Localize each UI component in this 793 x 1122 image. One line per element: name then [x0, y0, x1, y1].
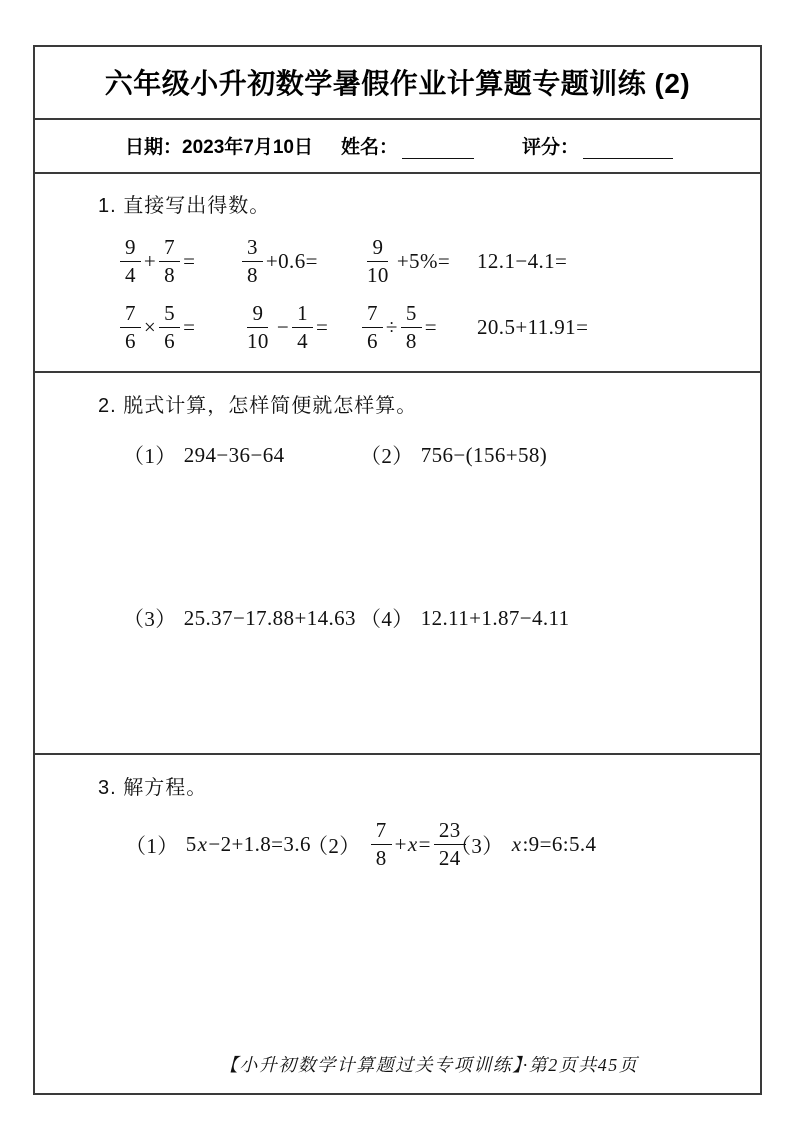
problem-expression: x :9=6:5.4: [511, 832, 597, 857]
fraction: $\frac{3}{8}$: [242, 236, 263, 287]
problem-label: （3）: [123, 607, 177, 632]
section-stepwise-calculation: [35, 371, 760, 752]
problem-expression: 12.11+1.87−4.11: [420, 605, 570, 630]
problem-label: （2）: [360, 444, 414, 469]
fraction: $\frac{9}{10}$: [247, 301, 269, 354]
math-problem: $\frac{7}{6}$ ÷ $\frac{5}{8}$ =: [359, 302, 477, 353]
score-blank: [583, 138, 673, 159]
section-direct-computation: [35, 172, 760, 372]
score-label: 评分：: [521, 137, 579, 159]
section2-heading: 2. 脱式计算，怎样简便就怎样算。: [98, 395, 418, 418]
fraction: $\frac{7}{8}$: [159, 236, 180, 287]
math-problem: 20.5+11.91=: [477, 315, 589, 340]
section3-row: [125, 816, 760, 874]
math-problem: [360, 603, 760, 633]
math-problem: [123, 440, 360, 470]
fraction: $\frac{5}{6}$: [159, 302, 180, 353]
problem-label: （2）: [307, 833, 361, 858]
fraction: $\frac{23}{24}$: [434, 819, 466, 870]
math-problem: 12.1−4.1=: [477, 249, 568, 274]
problem-expression: 25.37−17.88+14.63: [183, 605, 356, 630]
math-problem: $\frac{7}{6}$ × $\frac{5}{6}$ =: [117, 302, 239, 353]
worksheet-page: [33, 45, 762, 1095]
name-label: 姓名：: [340, 137, 398, 159]
problem-label: （1）: [125, 833, 179, 858]
math-problem: [450, 830, 596, 860]
problem-label: （1）: [123, 444, 177, 469]
section1-row2: [117, 301, 760, 355]
math-problem: [307, 818, 461, 871]
math-problem: [123, 603, 360, 633]
problem-label: （3）: [450, 833, 504, 858]
math-problem: $\frac{9}{10}$ − $\frac{1}{4}$ =: [239, 302, 359, 353]
page-title: 六年级小升初数学暑假作业计算题专题训练 (2): [104, 68, 691, 100]
title-bar: [35, 47, 760, 118]
fraction: $\frac{5}{8}$: [401, 302, 422, 353]
section1-heading: 1. 直接写出得数。: [98, 194, 271, 217]
section3-heading: 3. 解方程。: [98, 776, 208, 799]
fraction: $\frac{7}{6}$: [120, 302, 141, 353]
name-field: [341, 132, 474, 159]
fraction: $\frac{7}{6}$: [362, 302, 383, 353]
problem-expression: 5 x −2+1.8=3.6: [185, 832, 311, 857]
problem-expression: 756−(156+58): [420, 442, 548, 467]
math-problem: $\frac{9}{4}$ + $\frac{7}{8}$ =: [117, 236, 239, 287]
section1-row1: [117, 235, 760, 289]
problem-expression: $\frac{7}{8}$ + x = $\frac{23}{24}$: [368, 819, 469, 870]
section-solve-equations: [35, 753, 760, 1093]
fraction: $\frac{9}{10}$: [367, 235, 389, 288]
page-footer: 【小升初数学计算题过关专项训练】·第2页共45页: [219, 1054, 639, 1075]
date-label: 日期：2023年7月10日: [125, 137, 313, 159]
math-problem: $\frac{9}{10}$ +5%=: [359, 236, 477, 287]
fraction: $\frac{1}{4}$: [292, 302, 313, 353]
section2-row2: [123, 603, 760, 633]
fraction: $\frac{7}{8}$: [371, 819, 392, 870]
name-blank: [402, 138, 474, 159]
fraction: $\frac{9}{4}$: [120, 236, 141, 287]
math-problem: [125, 830, 311, 860]
section2-row1: [123, 440, 760, 470]
score-field: [522, 132, 673, 159]
info-bar: [35, 118, 760, 172]
problem-expression: 294−36−64: [183, 442, 285, 467]
problem-label: （4）: [360, 607, 414, 632]
math-problem: [360, 440, 760, 470]
math-problem: $\frac{3}{8}$ +0.6=: [239, 236, 359, 287]
date-field: [125, 132, 313, 159]
